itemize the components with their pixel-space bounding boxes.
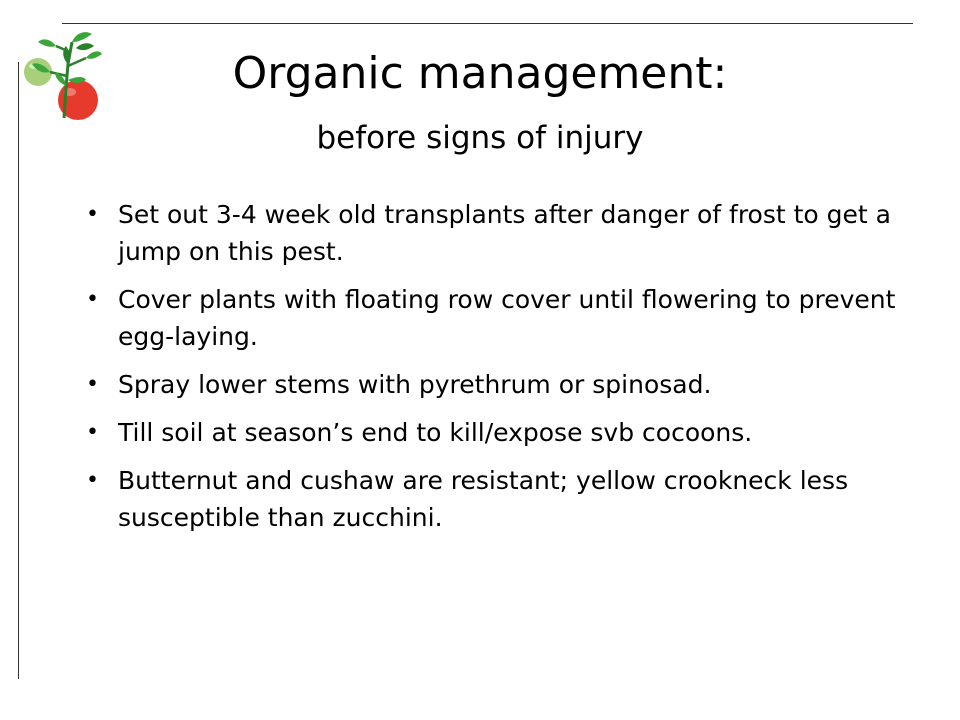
bullet-item: [80, 366, 900, 403]
bullet-glyph: •: [86, 287, 99, 312]
slide-title: Organic management:: [232, 48, 728, 99]
bullet-glyph: •: [86, 420, 99, 445]
bullet-text: Cover plants with floating row cover until flowering to prevent egg-laying.: [118, 285, 896, 351]
bullet-item: [80, 196, 900, 270]
bullet-glyph: •: [86, 202, 99, 227]
bullet-text: Till soil at season’s end to kill/expose svb cocoons.: [118, 418, 753, 447]
top-rule: [62, 23, 913, 24]
bullet-item: [80, 414, 900, 451]
bullet-glyph: •: [86, 468, 99, 493]
bullet-glyph: •: [86, 372, 99, 397]
bullet-text: Butternut and cushaw are resistant; yellow crookneck less susceptible than zucchini.: [118, 466, 849, 532]
bullet-item: [80, 281, 900, 355]
bullet-text: Spray lower stems with pyrethrum or spinosad.: [118, 370, 712, 399]
left-rule: [18, 62, 19, 679]
bullet-text: Set out 3-4 week old transplants after danger of frost to get a jump on this pest.: [118, 200, 891, 266]
slide-subtitle: before signs of injury: [316, 120, 644, 156]
bullet-item: [80, 462, 900, 536]
bullet-list: [80, 196, 900, 547]
tomato-plant-icon: [20, 28, 102, 122]
